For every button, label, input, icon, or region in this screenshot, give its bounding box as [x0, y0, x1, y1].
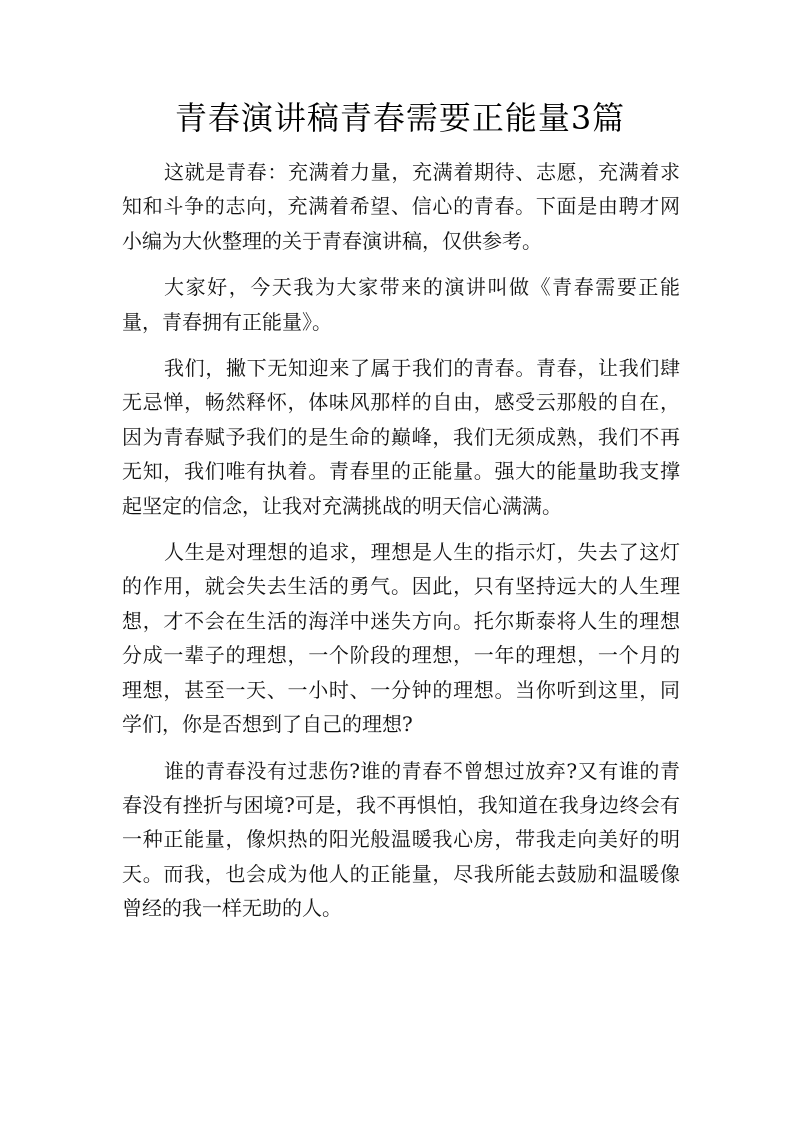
paragraph-youth: 我们，撇下无知迎来了属于我们的青春。青春，让我们肆无忌惮，畅然释怀，体味风那样的自由，感受云那般的自在，因为青春赋予我们的是生命的巅峰，我们无须成熟，我们不再无知，我们唯有执着。青春里的正能量。强大的能量助我支撑起坚定的信念，让我对充满挑战的明天信心满满。 [122, 356, 680, 518]
paragraph-ideals: 人生是对理想的追求，理想是人生的指示灯，失去了这灯的作用，就会失去生活的勇气。因此，只有坚持远大的人生理想，才不会在生活的海洋中迷失方向。托尔斯泰将人生的理想分成一辈子的理想，一个阶段的理想，一年的理想，一个月的理想，甚至一天、一小时、一分钟的理想。当你听到这里，同学们，你是否想到了自己的理想? [122, 540, 680, 737]
paragraph-intro: 这就是青春：充满着力量，充满着期待、志愿，充满着求知和斗争的志向，充满着希望、信心的青春。下面是由聘才网小编为大伙整理的关于青春演讲稿，仅供参考。 [122, 160, 680, 253]
document-body [122, 155, 680, 926]
paragraph-positive-energy: 谁的青春没有过悲伤?谁的青春不曾想过放弃?又有谁的青春没有挫折与困境?可是，我不再惧怕，我知道在我身边终会有一种正能量，像炽热的阳光般温暖我心房，带我走向美好的明天。而我，也会成为他人的正能量，尽我所能去鼓励和温暖像曾经的我一样无助的人。 [122, 758, 680, 921]
document-title: 青春演讲稿青春需要正能量3篇 [174, 99, 626, 137]
paragraph-greeting: 大家好，今天我为大家带来的演讲叫做《青春需要正能量，青春拥有正能量》。 [122, 275, 680, 334]
